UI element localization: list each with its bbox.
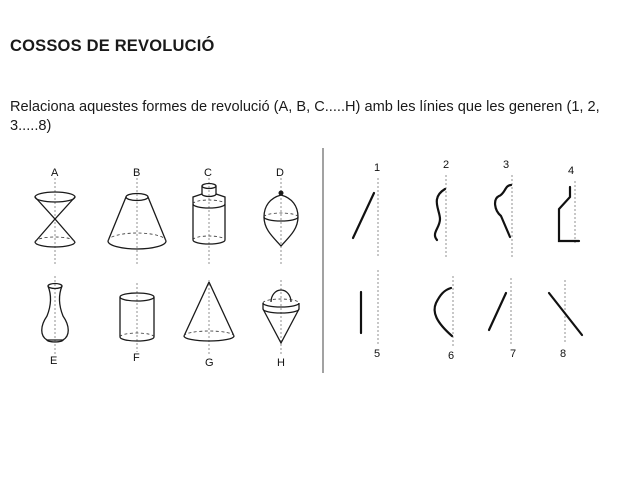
- generator-label-2: 2: [443, 159, 450, 171]
- generator-label-5: 5: [374, 348, 381, 360]
- cylinder-icon: [120, 283, 154, 352]
- generator-label-3: 3: [503, 159, 510, 171]
- short-slanted-line-icon: [489, 278, 511, 346]
- solid-label-e: E: [50, 355, 58, 367]
- page-title: COSSOS DE REVOLUCIÓ: [10, 37, 215, 55]
- generator-label-8: 8: [560, 348, 567, 360]
- vase-icon: [42, 276, 69, 354]
- double-cone-icon: [35, 178, 75, 265]
- solid-label-c: C: [204, 167, 212, 179]
- truncated-cone-icon: [108, 178, 166, 265]
- solid-label-g: G: [205, 357, 214, 369]
- generator-label-4: 4: [568, 165, 575, 177]
- slanted-line-icon: [353, 178, 378, 258]
- spinning-top-icon: [264, 178, 298, 265]
- stepped-profile-icon: [559, 181, 579, 243]
- wavy-profile-icon: [495, 175, 512, 258]
- cone-with-dome-icon: [263, 280, 299, 354]
- instruction-text: Relaciona aquestes formes de revolució (A, B, C.....H) amb les línies que les generen (1, 2, 3.....8): [10, 99, 600, 134]
- generator-label-7: 7: [510, 348, 517, 360]
- generator-label-6: 6: [448, 350, 455, 362]
- generator-label-1: 1: [374, 162, 381, 174]
- solid-label-a: A: [51, 167, 59, 179]
- s-curve-icon: [435, 175, 446, 258]
- solid-label-h: H: [277, 357, 285, 369]
- solid-label-d: D: [276, 167, 284, 179]
- vertical-line-icon: [361, 270, 378, 346]
- cone-icon: [184, 280, 234, 354]
- solid-label-f: F: [133, 352, 140, 364]
- curved-profile-icon: [435, 276, 453, 346]
- bottle-icon: [193, 178, 225, 265]
- diagonal-crossing-line-icon: [549, 280, 582, 344]
- solid-label-b: B: [133, 167, 141, 179]
